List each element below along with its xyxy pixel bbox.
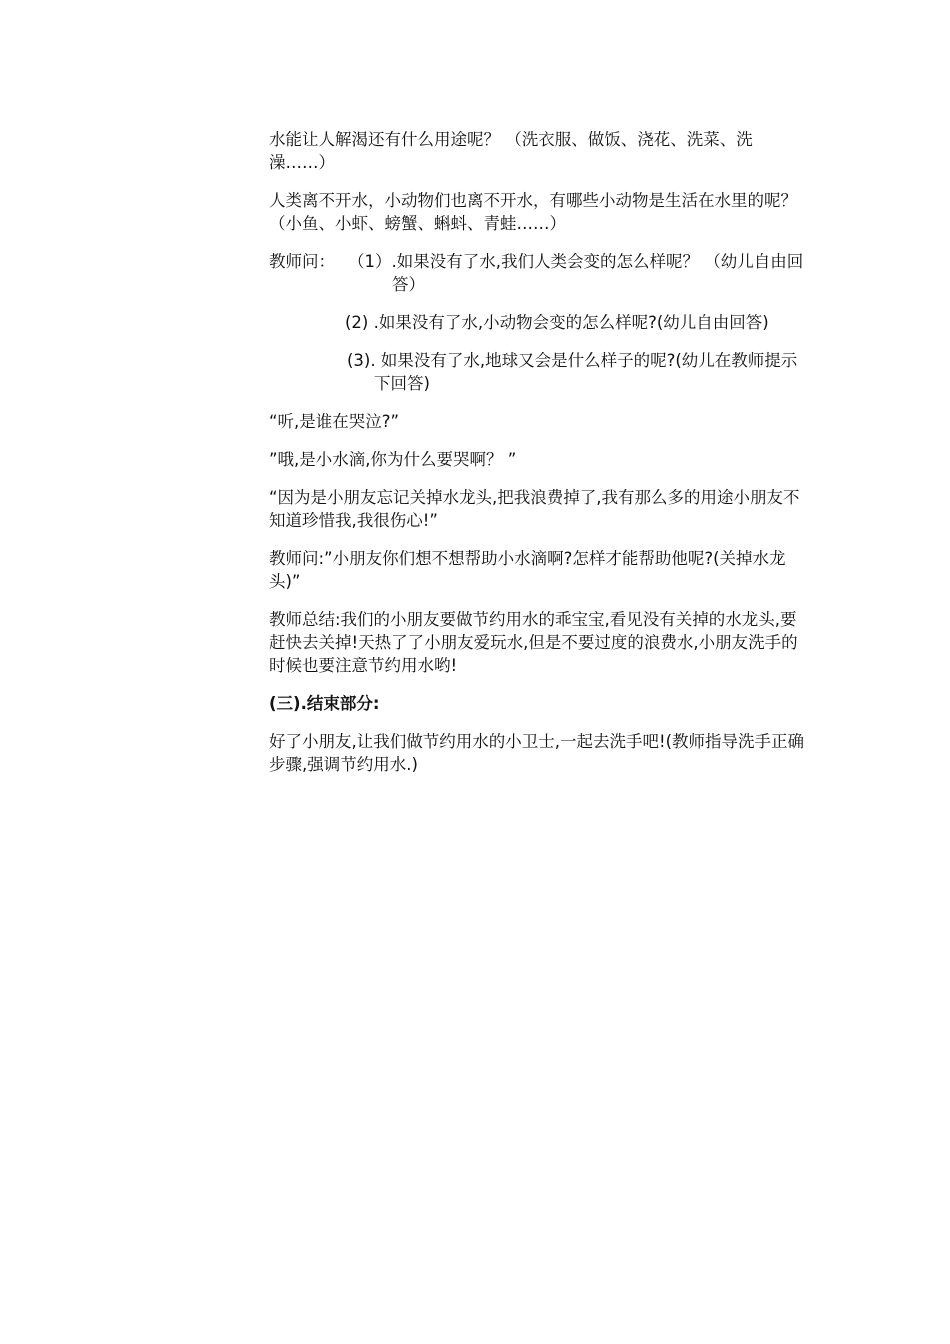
paragraph-closing: 好了小朋友,让我们做节约用水的小卫士,一起去洗手吧!(教师指导洗手正确步骤,强调节约用水.) (269, 732, 805, 774)
paragraph-water-animals: 人类离不开水，小动物们也离不开水，有哪些小动物是生活在水里的呢？ （小鱼、小虾、螃蟹、蝌蚪、青蛙……） (269, 191, 797, 233)
paragraph-little-droplet: ”哦,是小水滴,你为什么要哭啊？ ” (269, 450, 517, 469)
paragraph-droplet-reply: “因为是小朋友忘记关掉水龙头,把我浪费掉了,我有那么多的用途小朋友不知道珍惜我,我很伤心!” (269, 488, 800, 530)
teacher-question-3: (3). 如果没有了水,地球又会是什么样子的呢?(幼儿在教师提示下回答) (347, 351, 798, 393)
paragraph-water-uses: 水能让人解渴还有什么用途呢？ （洗衣服、做饭、浇花、洗菜、洗澡……） (269, 130, 753, 172)
document-body (269, 128, 809, 791)
paragraph-who-crying: “听,是谁在哭泣?” (269, 412, 400, 431)
paragraph-teacher-ask-help: 教师问:”小朋友你们想不想帮助小水滴啊?怎样才能帮助他呢?(关掉水龙头)” (269, 549, 786, 591)
section-heading-ending: (三).结束部分: (269, 694, 380, 713)
teacher-question-1 (269, 250, 809, 296)
teacher-question-2: (2) .如果没有了水,小动物会变的怎么样呢?(幼儿自由回答) (345, 313, 769, 332)
teacher-question-label: 教师问： (269, 252, 335, 271)
teacher-question-1-text: （1）.如果没有了水,我们人类会变的怎么样呢？ （幼儿自由回答） (348, 252, 804, 294)
paragraph-teacher-summary: 教师总结:我们的小朋友要做节约用水的乖宝宝,看见没有关掉的水龙头,要赶快去关掉!天热了了小朋友爱玩水,但是不要过度的浪费水,小朋友洗手的时候也要注意节约用水哟! (269, 610, 798, 675)
